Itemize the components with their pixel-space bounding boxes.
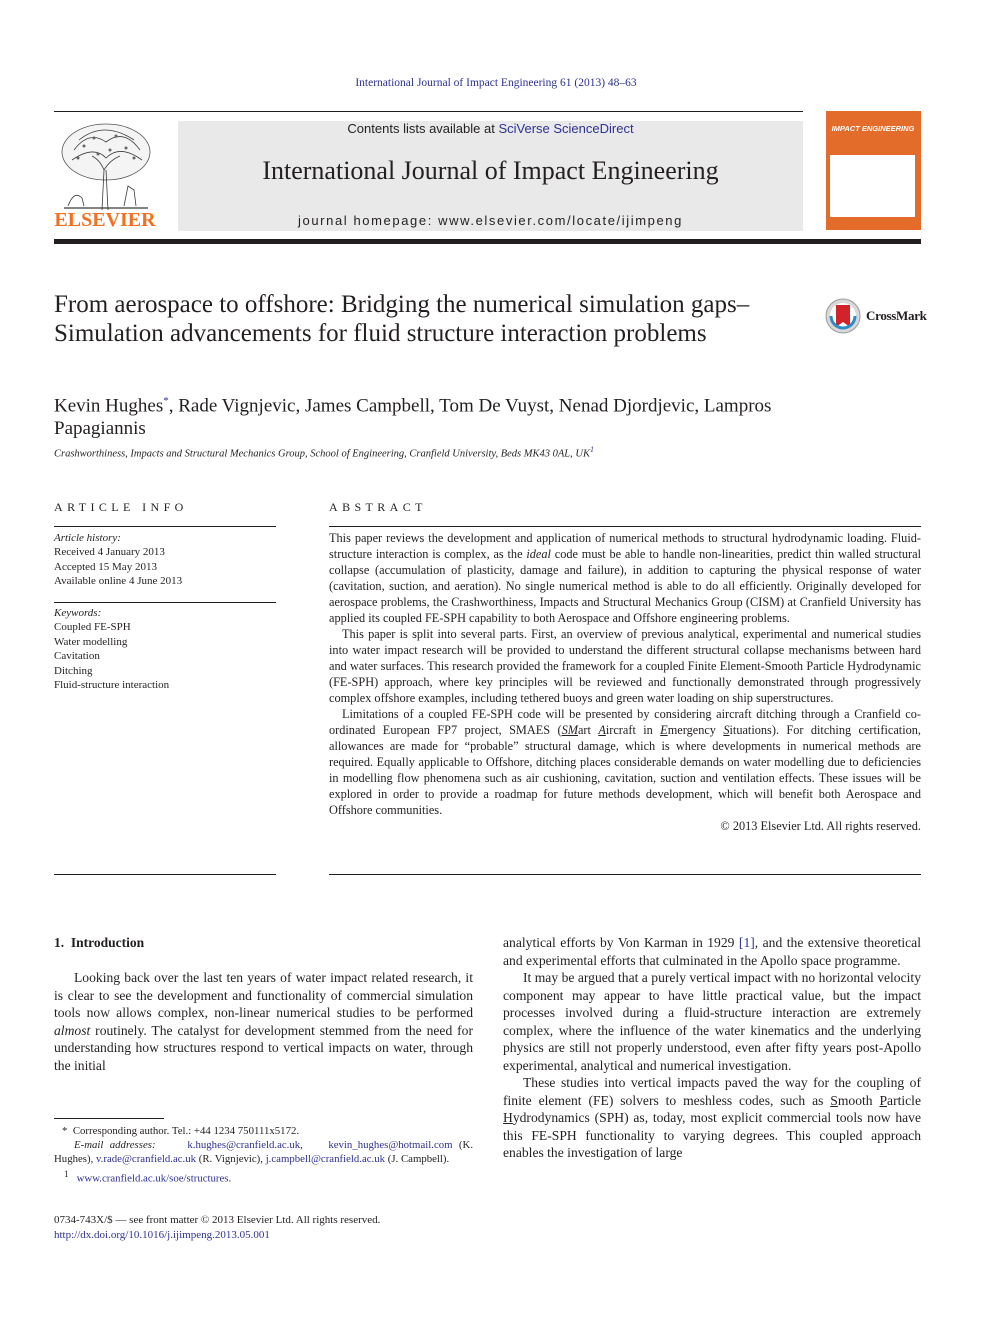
history-label: Article history: [54,532,121,544]
received-date: Received 4 January 2013 [54,546,165,559]
keyword: Fluid-structure interaction [54,679,170,692]
keywords [54,606,276,692]
affiliation-footnote-mark[interactable]: 1 [589,445,594,454]
section-heading-introduction: 1. Introduction [54,935,145,950]
body-paragraph: Looking back over the last ten years of water impact related research, it is clear to see the development and functionality of commercial simulation tools now allows complex, non-linear numerical studies to be performed almost routinely. The catalyst for development stemmed from the need for understanding how structures respond to vertical impacts on water, through the initial [54,970,473,1073]
crossmark-label: CrossMark [866,308,927,323]
email-link[interactable]: kevin_hughes@hotmail.com [328,1139,453,1152]
contents-line [178,121,803,136]
crossmark-badge[interactable] [824,296,927,336]
keywords-label: Keywords: [54,607,102,619]
elsevier-tree-icon [54,120,156,212]
journal-cover [826,111,921,230]
elsevier-wordmark: ELSEVIER [54,209,156,231]
abstract-rule-top [329,526,921,527]
abstract-paragraph: This paper is split into several parts. First, an overview of previous analytical, experimental and numerical studies into water impact research will be provided to understand the different structural collapse mechanisms between hard and water surfaces. This research provided the framework for a coupled Finite Element-Smooth Particle Hydrodynamic (FE-SPH) approach, where key principles will be reviewed and functionally demonstrated through progressively complex offshore examples, including tethered buoys and green water loading on ship superstructures. [329,627,921,705]
email-link[interactable]: k.hughes@cranfield.ac.uk [187,1139,301,1152]
footnote-corresponding: * Corresponding author. Tel.: +44 1234 750111x5172. [62,1125,300,1137]
footnotes [54,1124,473,1185]
footnote-rule [54,1118,164,1119]
keyword: Water modelling [54,635,128,648]
elsevier-logo [54,120,156,232]
abstract-copyright: © 2013 Elsevier Ltd. All rights reserved. [720,819,921,833]
paper-title: From aerospace to offshore: Bridging the numerical simulation gaps–Simulation advancements for fluid structure interaction problems [54,291,750,347]
body-column-right [503,934,921,1162]
article-history [54,531,276,589]
issn-line: 0734-743X/$ — see front matter © 2013 Elsevier Ltd. All rights reserved. [54,1214,381,1226]
website-link[interactable]: www.cranfield.ac.uk/soe/structures [76,1172,229,1185]
body-paragraph: These studies into vertical impacts paved the way for the coupling of finite element (FE) solvers to meshless codes, such as Smooth Particle Hydrodynamics (SPH) as, today, most explicit commercial tools now have this FE-SPH functionality to varying degrees. This coupled approach enables the investigation of large [503,1075,921,1160]
abstract-rule-bottom [329,874,921,875]
affiliation-text: Crashworthiness, Impacts and Structural Mechanics Group, School of Engineering, Cranfield University, Beds MK43 0AL, UK [54,448,590,460]
online-date: Available online 4 June 2013 [54,575,183,588]
sciencedirect-link[interactable]: SciVerse ScienceDirect [498,121,634,136]
affiliation [54,445,914,460]
doi-link[interactable]: http://dx.doi.org/10.1016/j.ijimpeng.2013.05.001 [54,1228,270,1241]
cover-panel [830,155,915,217]
info-rule-middle [54,602,276,603]
contents-prefix: Contents lists available at [347,121,499,136]
article-info-heading: ARTICLE INFO [54,500,188,514]
crossmark-icon [824,296,862,336]
abstract-text [329,530,921,834]
accepted-date: Accepted 15 May 2013 [54,560,157,573]
footnote-emails: E-mail addresses: k.hughes@cranfield.ac.uk, kevin_hughes@hotmail.com (K. Hughes), v.rade@cranfield.ac.uk (R. Vignjevic), j.campbell@cranfield.ac.uk (J. Campbell). [54,1139,474,1166]
reference-link[interactable]: [1] [738,935,755,950]
author-first: Kevin Hughes [54,395,164,417]
footnote-1: $^1$ www.cranfield.ac.uk/soe/structures. [64,1168,232,1185]
cover-title: IMPACT ENGINEERING [831,124,915,133]
abstract-paragraph: This paper reviews the development and application of numerical methods to structural hydrodynamic loading. Fluid-structure interaction is complex, as the ideal code must be able to handle non-linearities, predict thin walled structural collapse (accumulation of plasticity, damage and failure), in addition to capturing the physical response of water (cavitation, suction, and aeration). No single numerical method is able to do all efficiently. Originally developed for aerospace problems, the Crashworthiness, Impacts and Structural Mechanics Group (CISM) at Cranfield University has applied its coupled FE-SPH capability to both Aerospace and Offshore engineering problems. [329,531,921,625]
info-rule-top [54,526,276,527]
abstract-heading: ABSTRACT [329,500,427,514]
email-link[interactable]: v.rade@cranfield.ac.uk [95,1153,197,1166]
corresponding-mark[interactable]: * [163,395,169,407]
header-top-rule [54,111,803,112]
journal-citation[interactable]: International Journal of Impact Engineering 61 (2013) 48–63 [355,77,637,89]
author-list [54,390,774,440]
keyword: Coupled FE-SPH [54,621,131,634]
header-bottom-rule [54,239,921,244]
author-rest: , Rade Vignjevic, James Campbell, Tom De Vuyst, Nenad Djordjevic, Lampros Papagiannis [54,395,772,440]
abstract-paragraph: Limitations of a coupled FE-SPH code will be presented by considering aircraft ditching through a Cranfield co-ordinated European FP7 project, SMAES (SMart Aircraft in Emergency Situations). For ditching certification, allowances are made for “probable” structural damage, which is where developments in numerical methods are required. Equally applicable to Offshore, ditching places considerable demands on water modelling due to deficiencies in modelling flow phenomena such as air cushioning, cavitation, suction and ventilation effects. These issues will be explored in order to provide a roadmap for future methods development, which will benefit both Aerospace and Offshore communities. [329,707,921,817]
email-link[interactable]: j.campbell@cranfield.ac.uk [265,1153,386,1166]
keyword: Ditching [54,664,93,677]
journal-homepage[interactable]: journal homepage: www.elsevier.com/locate/ijimpeng [298,213,683,228]
journal-title: International Journal of Impact Engineering [262,156,719,185]
keyword: Cavitation [54,650,100,663]
body-paragraph: analytical efforts by Von Karman in 1929 [1], and the extensive theoretical and experimental efforts that culminated in the Apollo space programme. [503,935,921,968]
body-paragraph: It may be argued that a purely vertical impact with no horizontal velocity component may appear to have little practical value, but the impact processes involved during a fluid-structure interaction are extremely complex, where the influence of the water kinematics and the underlying physics are still not properly understood, even after fifty years post-Apollo experimental, analytical and numerical investigation. [503,970,921,1073]
info-rule-bottom [54,874,276,875]
issn-doi-block [54,1213,554,1242]
body-column-left [54,969,473,1074]
